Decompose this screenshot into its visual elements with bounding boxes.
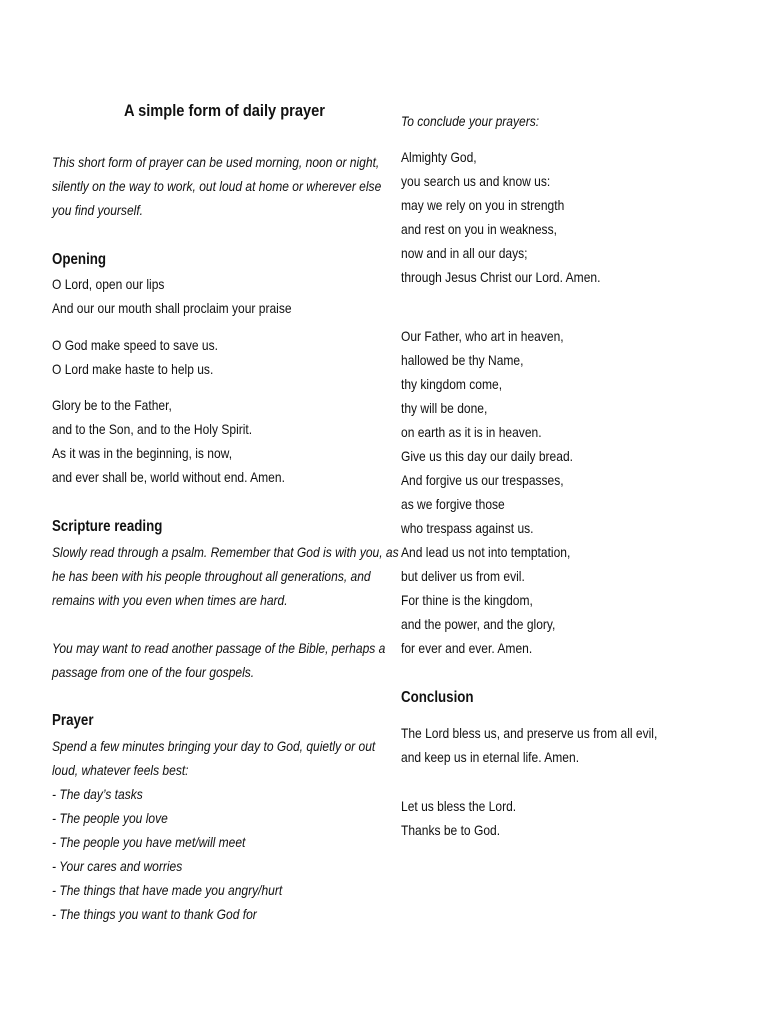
text-line: and the power, and the glory, <box>401 616 556 632</box>
text-line: loud, whatever feels best: <box>52 762 189 778</box>
section-heading-prayer: Prayer <box>52 712 94 729</box>
text-line: may we rely on you in strength <box>401 197 565 213</box>
text-line: and keep us in eternal life. Amen. <box>401 749 580 765</box>
text-line: on earth as it is in heaven. <box>401 424 542 440</box>
list-item: - Your cares and worries <box>52 858 183 874</box>
conclusion-block-2 <box>401 794 535 842</box>
conclude-label: To conclude your prayers: <box>401 113 540 129</box>
text-line: and rest on you in weakness, <box>401 221 557 237</box>
text-line: Our Father, who art in heaven, <box>401 328 564 344</box>
text-line: The Lord bless us, and preserve us from all evil, <box>401 725 658 741</box>
list-item: - The people you love <box>52 810 168 826</box>
prayer-block <box>52 734 428 926</box>
collect-prayer <box>401 145 633 289</box>
text-line: passage from one of the four gospels. <box>52 664 255 680</box>
text-line: you find yourself. <box>52 202 144 218</box>
lords-prayer <box>401 324 601 660</box>
list-item: - The things you want to thank God for <box>52 906 257 922</box>
text-line: remains with you even when times are hard. <box>52 592 288 608</box>
text-line: who trespass against us. <box>401 520 534 536</box>
text-line: As it was in the beginning, is now, <box>52 445 233 461</box>
text-line: You may want to read another passage of the Bible, perhaps a <box>52 640 386 656</box>
text-line: O Lord, open our lips <box>52 276 165 292</box>
text-line: thy kingdom come, <box>401 376 503 392</box>
list-item: - The things that have made you angry/hurt <box>52 882 283 898</box>
text-line: And forgive us our trespasses, <box>401 472 564 488</box>
text-line: And our our mouth shall proclaim your praise <box>52 300 292 316</box>
text-line: Spend a few minutes bringing your day to God, quietly or out <box>52 738 376 754</box>
text-line: thy will be done, <box>401 400 488 416</box>
section-heading-opening: Opening <box>52 251 107 268</box>
text-line: This short form of prayer can be used morning, noon or night, <box>52 154 380 170</box>
text-line: you search us and know us: <box>401 173 551 189</box>
text-line: Let us bless the Lord. <box>401 798 517 814</box>
text-line: through Jesus Christ our Lord. Amen. <box>401 269 601 285</box>
text-line: now and in all our days; <box>401 245 528 261</box>
text-line: he has been with his people throughout all generations, and <box>52 568 371 584</box>
text-line: for ever and ever. Amen. <box>401 640 533 656</box>
scripture-block-2 <box>52 636 440 684</box>
text-line: hallowed be thy Name, <box>401 352 524 368</box>
text-line: Almighty God, <box>401 149 477 165</box>
text-line: and ever shall be, world without end. Amen. <box>52 469 285 485</box>
section-heading-conclusion: Conclusion <box>401 689 474 706</box>
text-line: but deliver us from evil. <box>401 568 525 584</box>
opening-block-3 <box>52 393 323 489</box>
scripture-block-1 <box>52 540 455 612</box>
text-line: as we forgive those <box>401 496 505 512</box>
section-heading-scripture: Scripture reading <box>52 518 163 535</box>
opening-block-1 <box>52 272 331 320</box>
text-line: Give us this day our daily bread. <box>401 448 573 464</box>
text-line: silently on the way to work, out loud at home or wherever else <box>52 178 382 194</box>
text-line: Thanks be to God. <box>401 822 501 838</box>
intro-paragraph <box>52 150 435 222</box>
list-item: - The day’s tasks <box>52 786 143 802</box>
list-item: - The people you have met/will meet <box>52 834 246 850</box>
text-line: Glory be to the Father, <box>52 397 172 413</box>
text-line: And lead us not into temptation, <box>401 544 571 560</box>
text-line: O God make speed to save us. <box>52 337 218 353</box>
page-title: A simple form of daily prayer <box>124 101 325 120</box>
conclusion-block-1 <box>401 721 699 769</box>
text-line: and to the Son, and to the Holy Spirit. <box>52 421 253 437</box>
text-line: Slowly read through a psalm. Remember that God is with you, as <box>52 544 399 560</box>
text-line: O Lord make haste to help us. <box>52 361 214 377</box>
text-line: For thine is the kingdom, <box>401 592 533 608</box>
opening-block-2 <box>52 333 245 381</box>
